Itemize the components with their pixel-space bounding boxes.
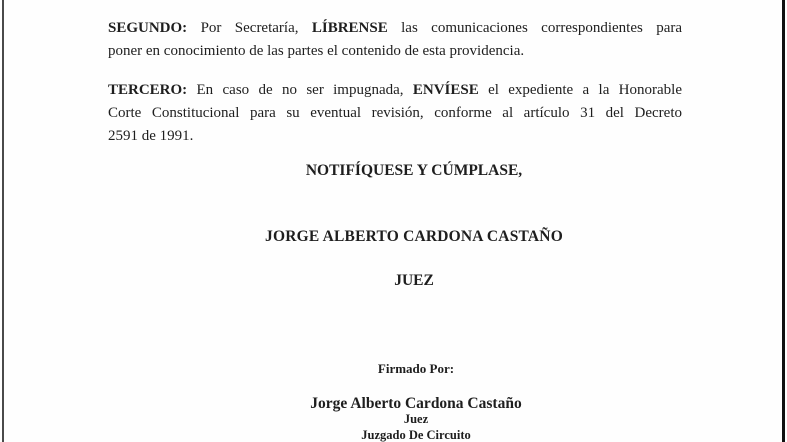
tercero-text: En caso de no ser impugnada, (187, 82, 413, 98)
paragraph-tercero-line2: Corte Constitucional para su eventual revisión, conforme al artículo 31 del Decreto (108, 105, 682, 121)
judge-name-heading: JORGE ALBERTO CARDONA CASTAÑO (265, 228, 563, 245)
signature-title: Juez (403, 412, 429, 426)
segundo-text: Por Secretaría, (187, 20, 312, 36)
paragraph-tercero-line3: 2591 de 1991. (108, 128, 194, 144)
paragraph-tercero-line1 (108, 79, 682, 102)
ordinal-label-tercero: TERCERO: (108, 82, 188, 98)
paragraph-segundo-line1 (108, 17, 682, 40)
paragraph-tercero (108, 79, 682, 148)
page-border-right (782, 0, 785, 442)
tercero-emphasis: ENVÍESE (412, 82, 479, 98)
judge-title-heading: JUEZ (394, 272, 434, 289)
tercero-text-rest: el expediente a la Honorable (478, 82, 682, 98)
segundo-emphasis: LÍBRENSE (311, 20, 388, 36)
ordinal-label-segundo: SEGUNDO: (108, 20, 188, 36)
order-heading: NOTIFÍQUESE Y CÚMPLASE, (305, 162, 523, 179)
paragraph-segundo-line2: poner en conocimiento de las partes el contenido de esta providencia. (108, 43, 525, 59)
signed-by-label: Firmado Por: (377, 361, 455, 376)
signature-name: Jorge Alberto Cardona Castaño (310, 395, 522, 412)
segundo-text-rest: las comunicaciones correspondientes para (387, 20, 683, 36)
paragraph-segundo (108, 17, 682, 63)
signature-court: Juzgado De Circuito (361, 428, 471, 442)
page-border-left (2, 0, 4, 442)
